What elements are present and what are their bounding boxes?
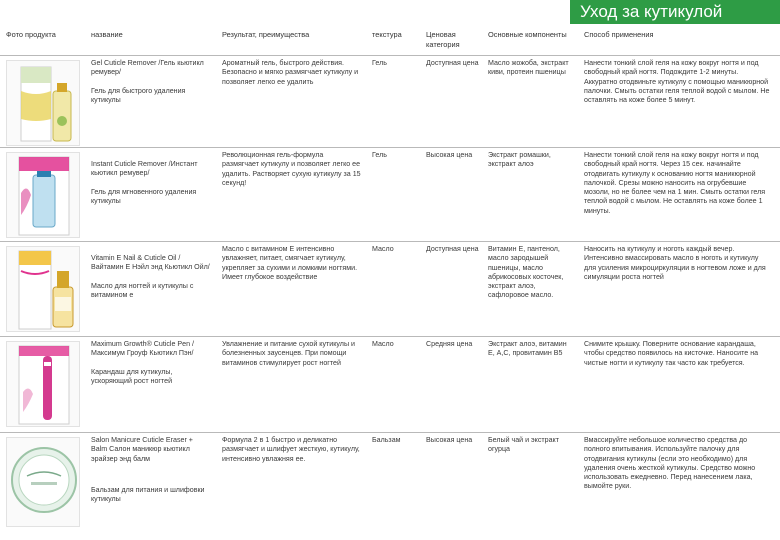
product-result: Ароматный гель, быстрого действия. Безопасно и мягко размягчает кутикулу и позволяет легко ее удалить: [222, 59, 359, 86]
table-row: [0, 55, 780, 147]
product-price: Высокая цена: [426, 436, 473, 444]
product-price: Высокая цена: [426, 151, 473, 159]
product-result: Революционная гель-формула размягчает кутикулу и позволяет легко ее удалить. Растворяет сухую кутикулу за 15 секунд!: [222, 151, 361, 187]
table-row: [0, 241, 780, 336]
header-usage: Способ применения: [584, 30, 654, 39]
table-row: [0, 147, 780, 241]
header-result: Результат, преимущества: [222, 30, 310, 39]
product-usage: Вмассируйте небольшое количество средства до полного впитывания. Используйте палочку для отодвигания кутикулы (если это необходимо) для удаления очень жесткой кутикулы. Средство можно использовать ежедневно. Перед нанесением лака, вымойте руки.: [584, 436, 756, 491]
product-name: Instant Cuticle Remover /Инстант кьютикл ремувер/ Гель для мгновенного удаления кутикулы: [91, 160, 198, 205]
product-name: Maximum Growth® Cuticle Pen /Максимум Гроуф Кьютикл Пэн/ Карандаш для кутикулы, ускоряющий рост ногтей: [91, 340, 194, 385]
header-name: название: [91, 30, 123, 39]
product-photo-balm: [6, 437, 80, 527]
product-price: Доступная цена: [426, 59, 479, 67]
table-row: [0, 336, 780, 432]
product-components: Белый чай и экстракт огурца: [488, 436, 559, 454]
header-components: Основные компоненты: [488, 30, 567, 39]
package-icon: [7, 153, 80, 238]
bottle-icon: [7, 61, 80, 146]
product-price: Средняя цена: [426, 340, 473, 348]
product-photo-instant-remover: [6, 152, 80, 238]
product-usage: Наносить на кутикулу и ноготь каждый вечер. Интенсивно вмассировать масло в ноготь и кутикулу для усиления микроциркуляции в ногтевом ложе и для симуляции роста ногтей: [584, 245, 766, 281]
product-texture: Бальзам: [372, 436, 401, 444]
product-name: Salon Manicure Cuticle Eraser + Balm Салон маникюр кьютикл эрайзер энд балм Бальзам для питания и шлифовки кутикулы: [91, 436, 205, 504]
oil-bottle-icon: [7, 247, 80, 332]
product-texture: Гель: [372, 151, 387, 159]
product-result: Увлажнение и питание сухой кутикулы и болезненных заусенцев. При помощи витаминов стимулирует рост ногтей: [222, 340, 355, 367]
page-title: Уход за кутикулой: [570, 0, 780, 24]
table-row: [0, 432, 780, 538]
table-header: [0, 30, 780, 52]
product-photo-vitamin-oil: [6, 246, 80, 332]
product-name: Vitamin E Nail & Cuticle Oil /Вайтамин Е Нэйл энд Кьютикл Ойл/ Масло для ногтей и кутикулы с витамином е: [91, 254, 210, 299]
header-texture: текстура: [372, 30, 402, 39]
product-name: Gel Cuticle Remover /Гель кьютикл ремувер/ Гель для быстрого удаления кутикулы: [91, 59, 204, 104]
product-components: Экстракт алоэ, витамин Е, А,С, провитамин B5: [488, 340, 567, 358]
product-photo-cuticle-pen: [6, 341, 80, 427]
product-price: Доступная цена: [426, 245, 479, 253]
header-photo: Фото продукта: [6, 30, 56, 39]
product-usage: Снимите крышку. Поверните основание карандаша, чтобы средство появилось на кисточке. Наносите на чистые ногти и кутикулу так часто как требуется.: [584, 340, 759, 367]
product-usage: Нанести тонкий слой геля на кожу вокруг ногтя и под свободный край ногтя. Через 15 сек. начинайте отодвигать кутикулу к основанию ногтя маникюрной палочкой. Срезы можно наносить на огрубевшие мозоли, но не более чем на 1 мин. Смыть остатки геля теплой водой с мылом. Не оставлять на коже более 1 минуты.: [584, 151, 766, 215]
product-components: Масло жожоба, экстракт киви, протеин пшеницы: [488, 59, 569, 77]
pen-icon: [7, 342, 80, 427]
product-components: Витамин Е, пантенол, масло зародышей пшеницы, масло абрикосовых косточек, экстракт алоэ, сафлоровое масло.: [488, 245, 564, 300]
header-price: Ценовая категория: [426, 30, 460, 49]
product-components: Экстракт ромашки, экстракт алоэ: [488, 151, 551, 169]
product-result: Формула 2 в 1 быстро и деликатно размягчает и шлифует жесткую, кутикулу, интенсивно увлажняя ее.: [222, 436, 360, 463]
product-texture: Гель: [372, 59, 387, 67]
product-texture: Масло: [372, 340, 394, 348]
product-photo-gel-remover: [6, 60, 80, 146]
jar-icon: [7, 438, 80, 527]
product-usage: Нанести тонкий слой геля на кожу вокруг ногтя и под свободный край ногтя. Подождите 1-2 минуты. Аккуратно отодвиньте кутикулу с помощью маникюрной палочки. Смыть остатки геля теплой водой с мылом. Не оставлять на коже более 5 минут.: [584, 59, 770, 105]
product-result: Масло с витамином Е интенсивно увлажняет, питает, смягчает кутикулу, укрепляет за сухими и ломкими ногтями. Имеет глубокое воздействие: [222, 245, 358, 281]
product-texture: Масло: [372, 245, 394, 253]
